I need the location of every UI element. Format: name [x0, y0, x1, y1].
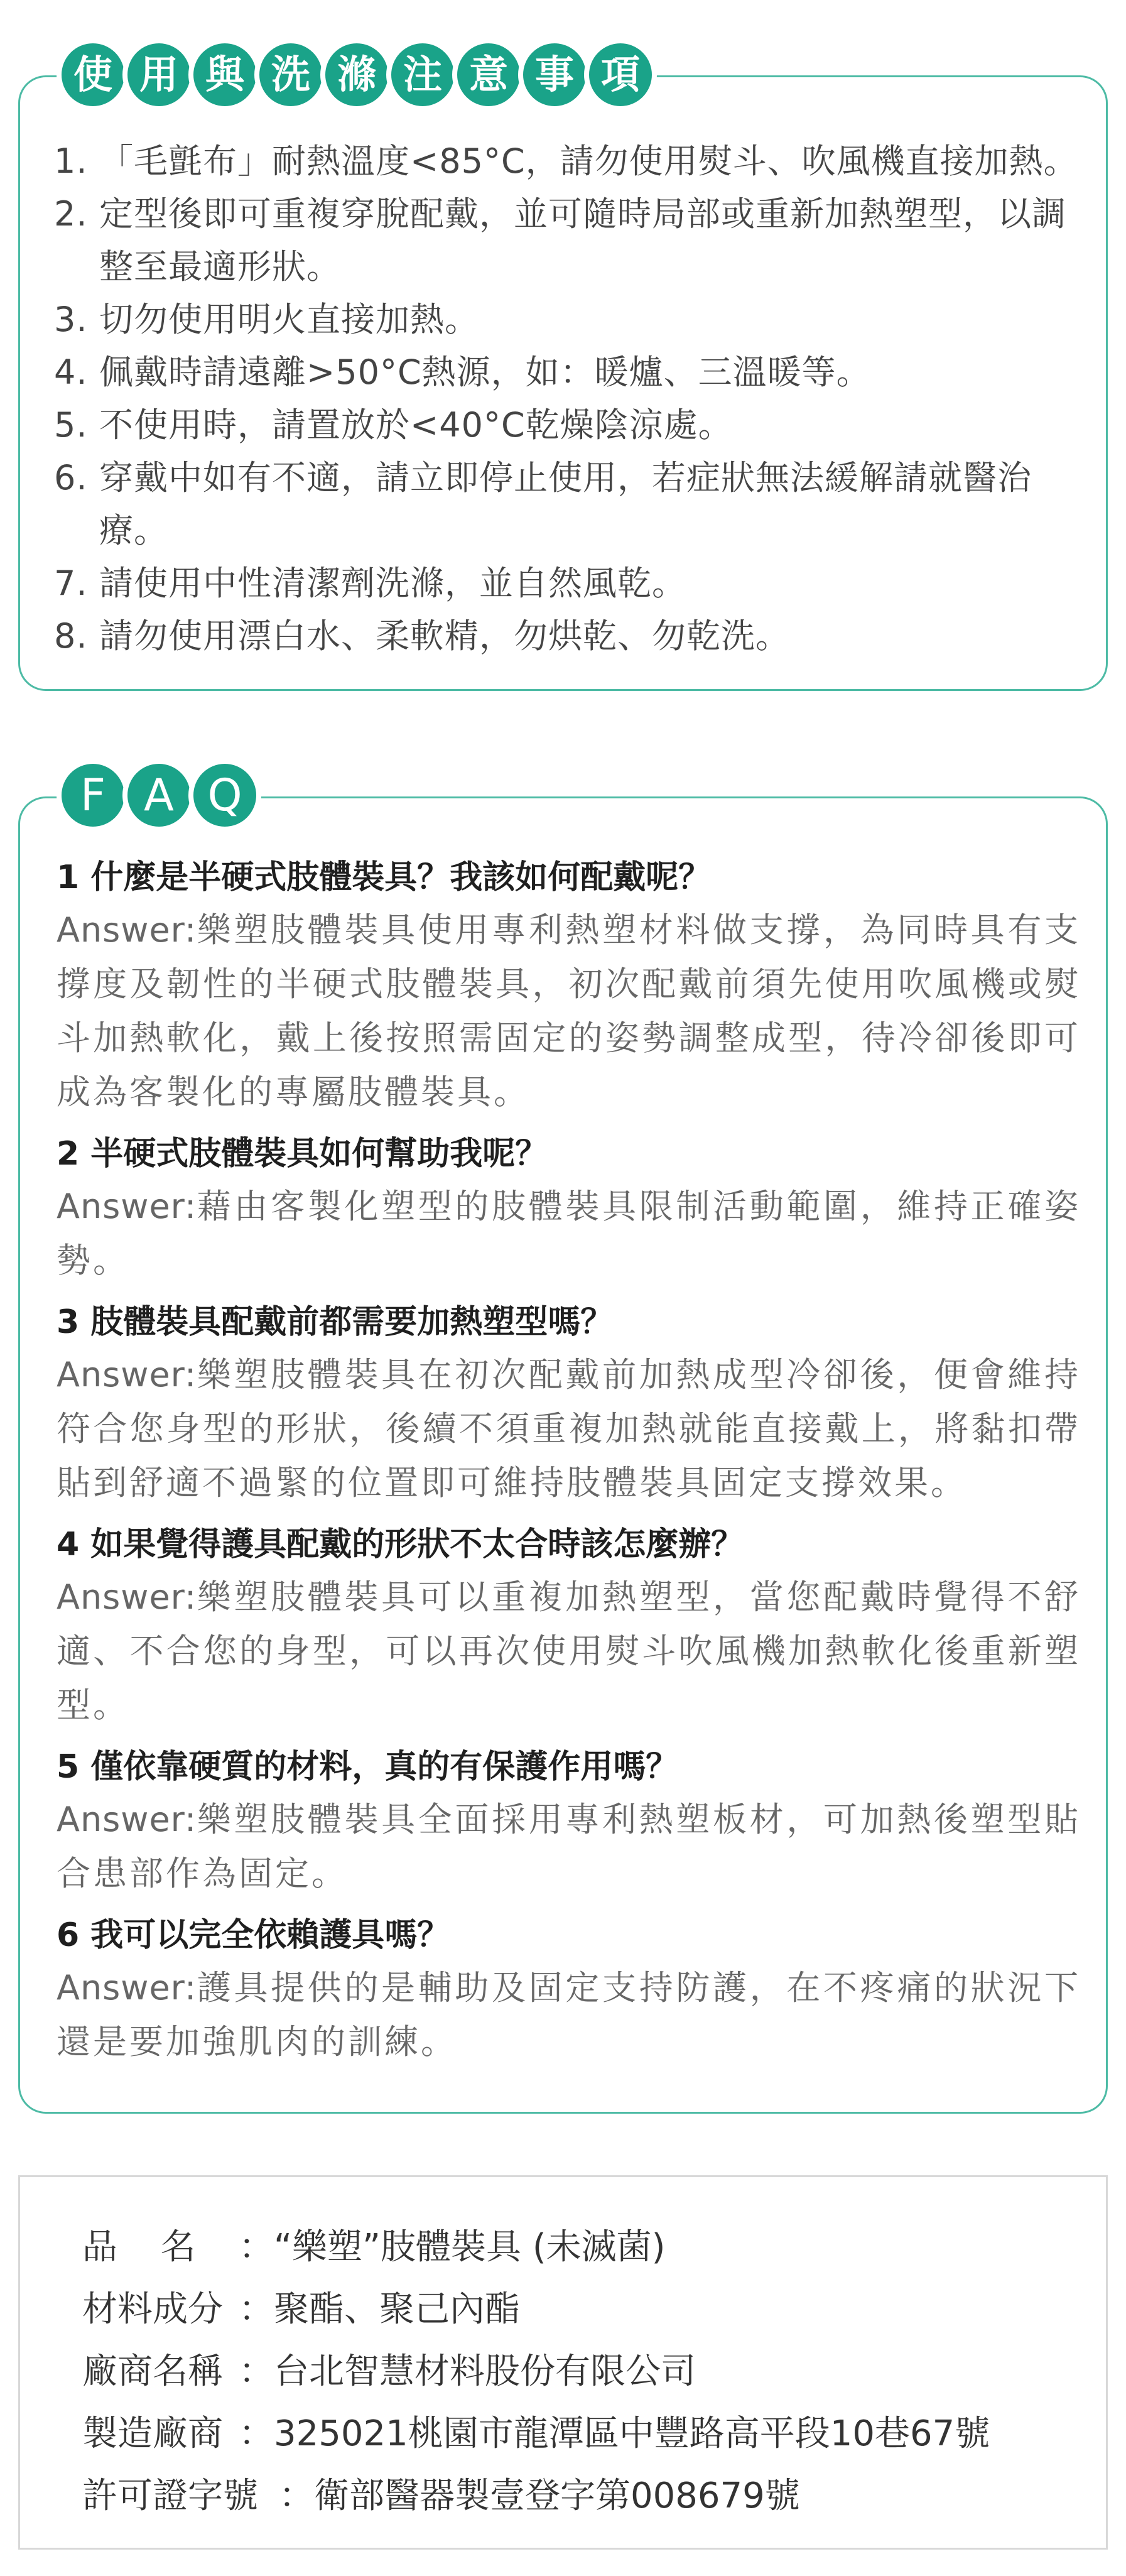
- spec-label: [82, 2278, 274, 2340]
- spec-label: [82, 2340, 274, 2403]
- item-number: 5.: [54, 405, 88, 445]
- item-text: 佩戴時請遠離>50°C熱源，如：暖爐、三溫暖等。: [99, 352, 871, 392]
- spec-value: 衛部醫器製壹登字第008679號: [314, 2475, 800, 2516]
- faq-item: [57, 1519, 1081, 1732]
- list-item: [54, 452, 1087, 557]
- spec-list: [82, 2216, 990, 2527]
- spec-label-char: 品: [82, 2227, 117, 2268]
- answer-label: Answer:: [57, 1800, 197, 1839]
- answer-text: 樂塑肢體裝具使用專利熱塑材料做支撐，為同時具有支撐度及韌性的半硬式肢體裝具，初次配戴前須先使用吹風機或熨斗加熱軟化，戴上後按照需固定的姿勢調整成型，待冷卻後即可成為客製化的專屬肢體裝具。: [57, 910, 1081, 1112]
- faq-question: 6 我可以完全依賴護具嗎？: [57, 1916, 450, 1954]
- answer-label: Answer:: [57, 910, 197, 950]
- answer-text: 護具提供的是輔助及固定支持防護，在不疼痛的狀況下還是要加強肌肉的訓練。: [57, 1968, 1081, 2062]
- spec-label: [82, 2403, 274, 2465]
- spec-value: 325021桃園市龍潭區中豐路高平段10巷67號: [274, 2413, 990, 2454]
- spec-colon: ：: [279, 2475, 314, 2516]
- spec-colon: ：: [239, 2289, 274, 2330]
- faq-answer: [57, 1180, 1081, 1288]
- faq-item: [57, 1128, 1081, 1288]
- item-number: 4.: [54, 352, 88, 392]
- title-badge: 項: [584, 38, 657, 111]
- item-text: 請勿使用漂白水、柔軟精，勿烘乾、勿乾洗。: [99, 616, 790, 656]
- list-item: [54, 293, 1087, 346]
- list-item: [54, 557, 1087, 610]
- item-text: 「毛氈布」耐熱溫度<85°C，請勿使用熨斗、吹風機直接加熱。: [99, 141, 1078, 181]
- faq-answer: [57, 1570, 1081, 1732]
- faq-question: 1 什麼是半硬式肢體裝具？我該如何配戴呢？: [57, 859, 712, 896]
- item-number: 7.: [54, 563, 88, 603]
- title-badge: 注: [386, 38, 459, 111]
- care-title-badges: [57, 38, 650, 111]
- answer-text: 樂塑肢體裝具在初次配戴前加熱成型冷卻後，便會維持符合您身型的形狀，後續不須重複加熱就能直接戴上，將黏扣帶貼到舒適不過緊的位置即可維持肢體裝具固定支撐效果。: [57, 1355, 1081, 1503]
- spec-colon: ：: [239, 2351, 274, 2392]
- title-badge: F: [57, 759, 129, 832]
- item-text: 不使用時，請置放於<40°C乾燥陰涼處。: [99, 405, 733, 445]
- answer-label: Answer:: [57, 1187, 197, 1226]
- title-badge: 意: [452, 38, 525, 111]
- item-text: 切勿使用明火直接加熱。: [99, 300, 479, 339]
- item-number: 8.: [54, 616, 88, 656]
- spec-row-license: [82, 2465, 990, 2527]
- faq-list: [57, 852, 1081, 2078]
- spec-row-vendor: [82, 2340, 990, 2403]
- list-item: [54, 188, 1087, 293]
- item-number: 3.: [54, 300, 88, 339]
- faq-answer: [57, 1793, 1081, 1901]
- spec-colon: ：: [239, 2227, 274, 2268]
- answer-text: 樂塑肢體裝具全面採用專利熱塑板材，可加熱後塑型貼合患部作為固定。: [57, 1800, 1081, 1893]
- item-number: 6.: [54, 458, 88, 497]
- title-badge: 用: [122, 38, 195, 111]
- answer-text: 樂塑肢體裝具可以重複加熱塑型，當您配戴時覺得不舒適、不合您的身型，可以再次使用熨斗吹風機加熱軟化後重新塑型。: [57, 1577, 1081, 1725]
- faq-answer: [57, 1348, 1081, 1510]
- list-item: [54, 399, 1087, 452]
- spec-value: “樂塑”肢體裝具 (未滅菌): [274, 2227, 666, 2268]
- item-text: 定型後即可重複穿脫配戴，並可隨時局部或重新加熱塑型，以調整至最適形狀。: [99, 194, 1066, 286]
- spec-label-text: 材料成分: [82, 2289, 223, 2330]
- care-notes-list: [54, 135, 1087, 663]
- title-badge: 事: [518, 38, 591, 111]
- answer-label: Answer:: [57, 1577, 197, 1617]
- spec-row-product-name: [82, 2216, 990, 2278]
- answer-text: 藉由客製化塑型的肢體裝具限制活動範圍，維持正確姿勢。: [57, 1187, 1081, 1280]
- spec-row-material: [82, 2278, 990, 2340]
- title-badge: 滌: [320, 38, 393, 111]
- spec-value: 台北智慧材料股份有限公司: [274, 2351, 696, 2392]
- care-notes-section: [18, 52, 1108, 691]
- spec-value: 聚酯、聚己內酯: [274, 2289, 520, 2330]
- title-badge: 使: [57, 38, 129, 111]
- spec-label-text: 許可證字號: [82, 2475, 258, 2516]
- faq-item: [57, 1741, 1081, 1901]
- spec-row-manufacturer: [82, 2403, 990, 2465]
- title-badge: 洗: [254, 38, 327, 111]
- spec-label: [82, 2465, 314, 2527]
- faq-question: 4 如果覺得護具配戴的形狀不太合時該怎麼辦？: [57, 1526, 744, 1563]
- answer-label: Answer:: [57, 1968, 197, 2008]
- spec-label: [82, 2216, 274, 2278]
- item-text: 穿戴中如有不適，請立即停止使用，若症狀無法緩解請就醫治療。: [99, 458, 1032, 550]
- title-badge: Q: [188, 759, 261, 832]
- faq-title-badges: [57, 759, 254, 832]
- faq-question: 2 半硬式肢體裝具如何幫助我呢？: [57, 1135, 548, 1173]
- faq-answer: [57, 1961, 1081, 2069]
- item-text: 請使用中性清潔劑洗滌，並自然風乾。: [99, 563, 686, 603]
- list-item: [54, 346, 1087, 399]
- faq-answer: [57, 903, 1081, 1119]
- spec-label-text: 製造廠商: [82, 2413, 223, 2454]
- faq-item: [57, 1296, 1081, 1510]
- product-spec-box: [18, 2175, 1108, 2550]
- faq-section: [18, 769, 1108, 2114]
- title-badge: 與: [188, 38, 261, 111]
- item-number: 2.: [54, 194, 88, 234]
- list-item: [54, 135, 1087, 188]
- title-badge: A: [122, 759, 195, 832]
- faq-item: [57, 852, 1081, 1119]
- answer-label: Answer:: [57, 1355, 197, 1394]
- list-item: [54, 610, 1087, 663]
- faq-question: 5 僅依靠硬質的材料，真的有保護作用嗎？: [57, 1748, 679, 1786]
- faq-question: 3 肢體裝具配戴前都需要加熱塑型嗎？: [57, 1303, 614, 1341]
- spec-label-char: 名: [160, 2227, 196, 2268]
- item-number: 1.: [54, 141, 88, 181]
- spec-label-text: 廠商名稱: [82, 2351, 223, 2392]
- spec-colon: ：: [239, 2413, 274, 2454]
- faq-item: [57, 1910, 1081, 2069]
